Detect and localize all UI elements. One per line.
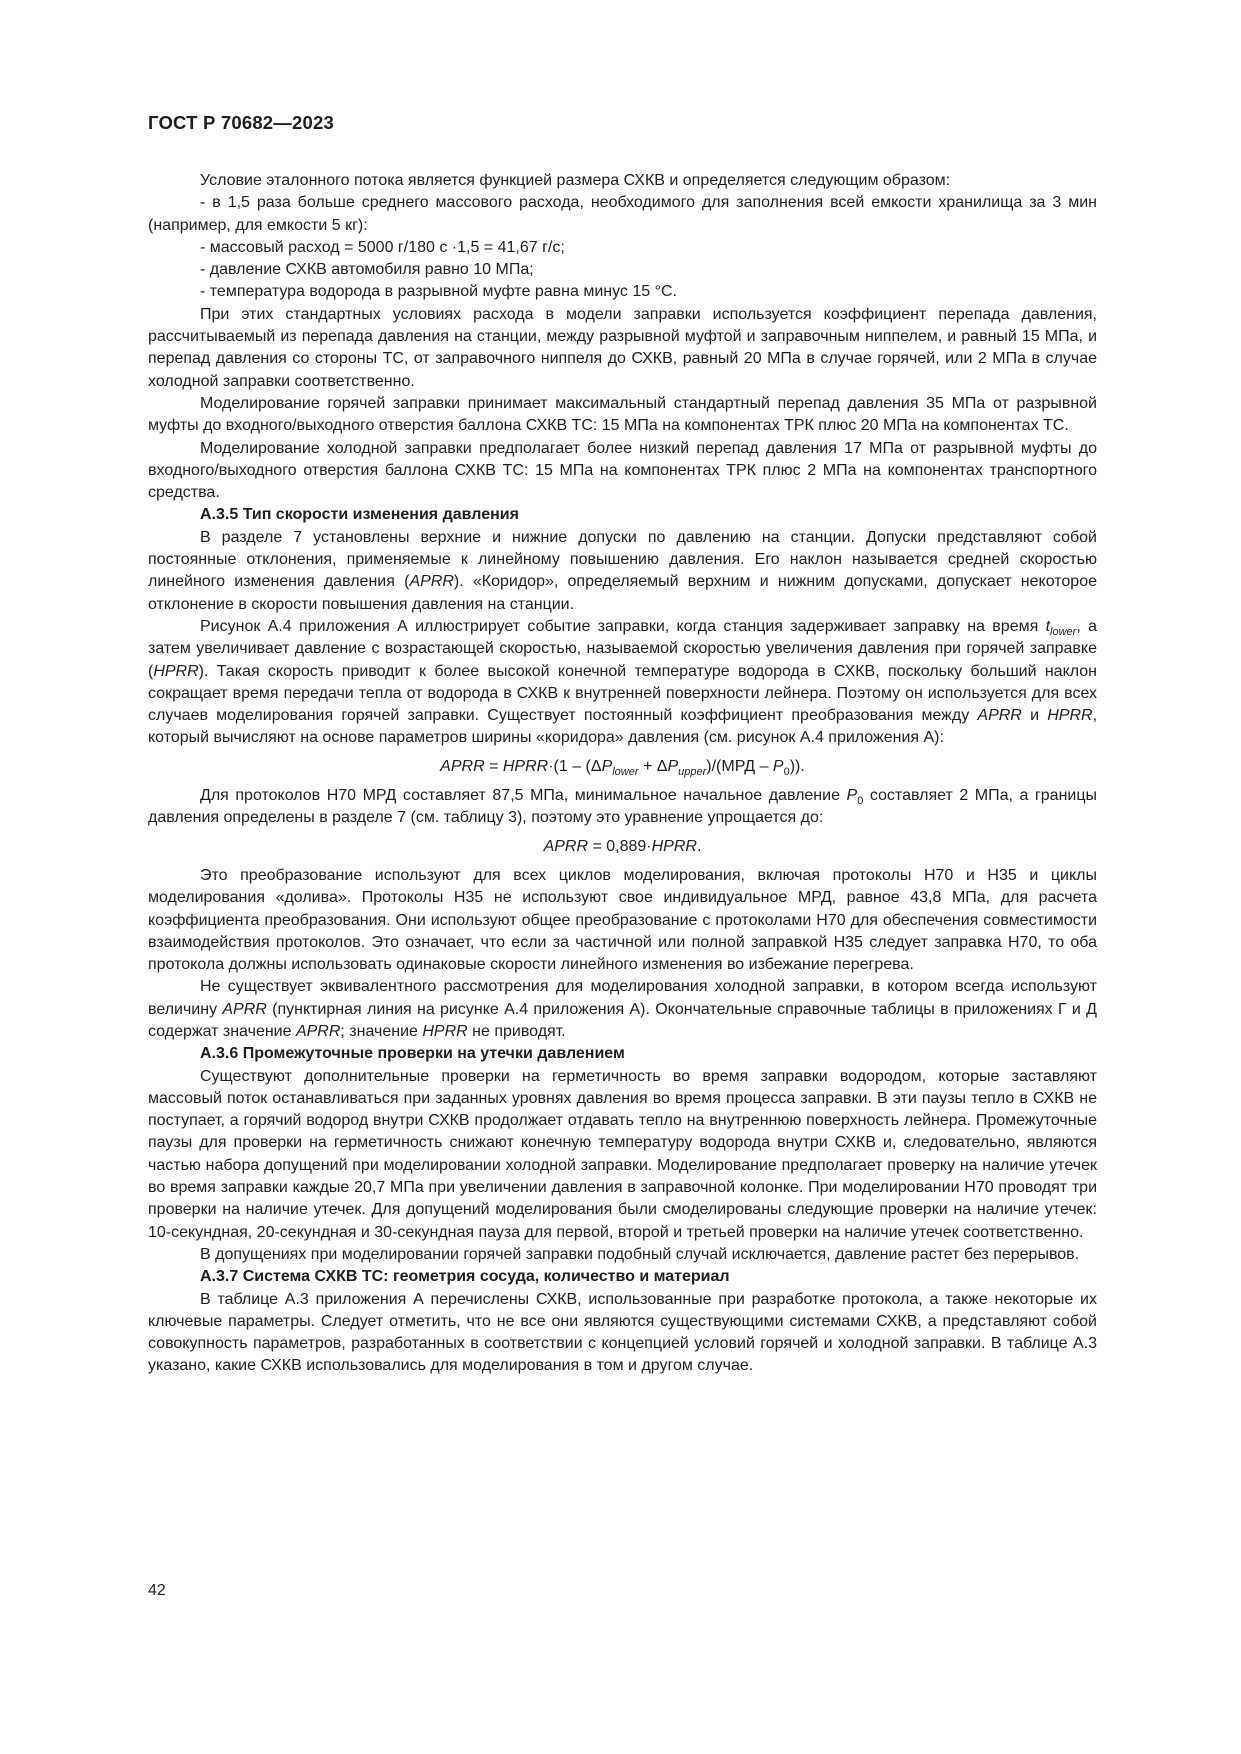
section-heading-a35: А.3.5 Тип скорости изменения давления [200,506,519,524]
paragraph: В таблице А.3 приложения А перечислены СХКВ, использованные при разработке протокола, а также некоторые их ключевые параметры. Следует отметить, что не все они являются существующими системами СХКВ, а представляют собой совокупность параметров, разработанных в соответствии с концепцией условий горячей и холодной заправки. В таблице А.3 указано, какие СХКВ использовались для моделирования в том и другом случае. [148,1290,1097,1375]
document-header: ГОСТ Р 70682—2023 [148,112,334,133]
text-run: Рисунок А.4 приложения А иллюстрирует событие заправки, когда станция задерживает заправку на время [200,617,1046,635]
text-run: (пунктирная линия на рисунке А.4 приложения А). Окончательные справочные таблицы в приложениях Г и Д содержат значение [148,1000,1097,1040]
text-run: составляет 2 МПа, а границы давления определены в разделе 7 (см. таблицу 3), поэтому это уравнение упрощается до: [148,787,1097,827]
text-run: не приводят. [467,1022,566,1040]
formula-simplified [148,836,1097,858]
hprr-term: HPRR [153,662,199,680]
aprr-term: APRR [409,573,454,591]
paragraph: В допущениях при моделировании горячей заправки подобный случай исключается, давление растет без перерывов. [200,1245,1080,1263]
paragraph: Моделирование холодной заправки предполагает более низкий перепад давления 17 МПа от разрывной муфты до входного/выходного отверстия баллона СХКВ ТС: 15 МПа на компонентах ТРК плюс 2 МПа на компонентах транспортного средства. [148,439,1097,502]
text-run: = [484,757,503,775]
page-number: 42 [148,1582,166,1599]
zero-subscript: 0 [783,765,790,778]
paragraph: Это преобразование используют для всех циклов моделирования, включая протоколы H70 и H35 и циклы моделирования «долива». Протоколы H35 не используют свое индивидуальное МРД, равное 43,8 МПа, для расчета коэффициента преобразования. Они используют общее преобразование с протоколами H70 для обеспечения совместимости взаимодействия протоколов. Это означает, что если за частичной или полной заправкой H35 следует заправка H70, то оба протокола должны использовать одинаковые скорости линейного изменения во избежание перегрева. [148,866,1097,974]
hprr-term: HPRR [502,757,549,775]
aprr-term: APRR [543,837,589,855]
hprr-term: HPRR [1047,707,1093,725]
paragraph: Условие эталонного потока является функцией размера СХКВ и определяется следующим образом: [200,172,951,189]
text-run: )). [789,757,805,775]
paragraph [148,785,1097,830]
aprr-term: APRR [222,1000,267,1018]
text-run: и [1021,707,1048,725]
text-run: ). «Коридор», определяемый верхним и нижним допусками, допускает некоторое отклонение в скорости повышения давления на станции. [148,573,1098,613]
hprr-term: HPRR [651,837,697,855]
zero-subscript: 0 [857,795,864,808]
paragraph: При этих стандартных условиях расхода в модели заправки используется коэффициент перепада давления, рассчитываемый из перепада давления на станции, между разрывной муфтой и заправочным ниппелем, и равный 15 МПа, и перепад давления со стороны ТС, от заправочного ниппеля до СХКВ, равный 20 МПа в случае горячей, или 2 МПа в случае холодной заправки соответственно. [148,305,1097,390]
text-run: )/(МРД – [706,757,773,775]
paragraph: Моделирование горячей заправки принимает максимальный стандартный перепад давления 35 МПа от разрывной муфты до входного/выходного отверстия баллона СХКВ ТС: 15 МПа на компонентах ТРК плюс 20 МПа на компонентах ТС. [148,394,1097,435]
paragraph [148,976,1097,1043]
p-symbol: P [667,757,679,775]
text-run: В разделе 7 установлены верхние и нижние допуски по давлению на станции. Допуски представляют собой постоянные отклонения, применяемые к линейному повышению давления. Его наклон называется средней скоростью линейного изменения давления ( [148,528,1097,591]
hprr-term: HPRR [422,1022,468,1040]
aprr-term: APRR [295,1022,341,1040]
paragraph: Существуют дополнительные проверки на герметичность во время заправки водородом, которые заставляют массовый поток останавливаться при заданных уровнях давления во время процесса заправки. В эти паузы тепло в СХКВ не поступает, а горячий водород внутри СХКВ продолжает отдавать тепло на внутреннюю поверхность лейнера. Промежуточные паузы для проверки на герметичность снижают конечную температуру водорода внутри СХКВ и, следовательно, являются частью набора допущений при моделировании холодной заправки. Моделирование предполагает проверку на наличие утечек во время заправки каждые 20,7 МПа при увеличении давления в заправочной колонке. При моделировании H70 проводят три проверки на наличие утечек. Для допущений моделирования были смоделированы следующие проверки на наличие утечек: 10-секундная, 20-секундная и 30-секундная пауза для первой, второй и третьей проверки на наличие утечек соответственно. [148,1067,1097,1241]
text-run: , который вычисляют на основе параметров ширины «коридора» давления (см. рисунок А.4 приложения А): [148,707,1098,747]
section-heading-a37: А.3.7 Система СХКВ ТС: геометрия сосуда, количество и материал [200,1268,730,1286]
text-run: Не существует эквивалентного рассмотрения для моделирования холодной заправки, в котором всегда используют величину [148,978,1097,1018]
text-run: Для протоколов H70 МРД составляет 87,5 МПа, минимальное начальное давление [200,787,847,805]
text-run: ). Такая скорость приводит к более высокой конечной температуре водорода в СХКВ, поскольку больший наклон сокращает время передачи тепла от водорода в СХКВ к внутренней поверхности лейнера. Поэтому он используется для всех случаев моделирования горячей заправки. Существует постоянный коэффициент преобразования между [148,662,1097,725]
formula-aprr-hprr [148,756,1097,778]
p-symbol: P [846,787,858,805]
paragraph [148,527,1097,616]
text-run: , а затем увеличивает давление с возрастающей скоростью, называемой скоростью увеличения давления при горячей заправке ( [148,617,1097,680]
text-run: ; значение [340,1022,423,1040]
lower-subscript: lower [1050,625,1077,638]
list-item: - массовый расход = 5000 г/180 с ·1,5 = 41,67 г/с; [200,238,565,256]
lower-subscript: lower [612,765,639,778]
p-symbol: P [772,757,784,775]
upper-subscript: upper [678,765,707,778]
t-symbol: t [1045,617,1051,635]
page-body [148,170,1097,1378]
text-run: + Δ [638,757,668,775]
aprr-term: APRR [977,707,1022,725]
paragraph [148,616,1097,750]
p-symbol: P [601,757,613,775]
text-run: . [696,837,702,855]
aprr-term: APRR [440,757,485,775]
text-run: = 0,889· [588,837,652,855]
list-item: - давление СХКВ автомобиля равно 10 МПа; [200,261,534,279]
section-heading-a36: А.3.6 Промежуточные проверки на утечки давлением [200,1045,625,1063]
text-run: ·(1 – (Δ [548,757,602,775]
list-item: - температура водорода в разрывной муфте равна минус 15 °С. [200,283,677,301]
list-item: - в 1,5 раза больше среднего массового расхода, необходимого для заполнения всей емкости хранилища за 3 мин (например, для емкости 5 кг): [148,194,1097,234]
